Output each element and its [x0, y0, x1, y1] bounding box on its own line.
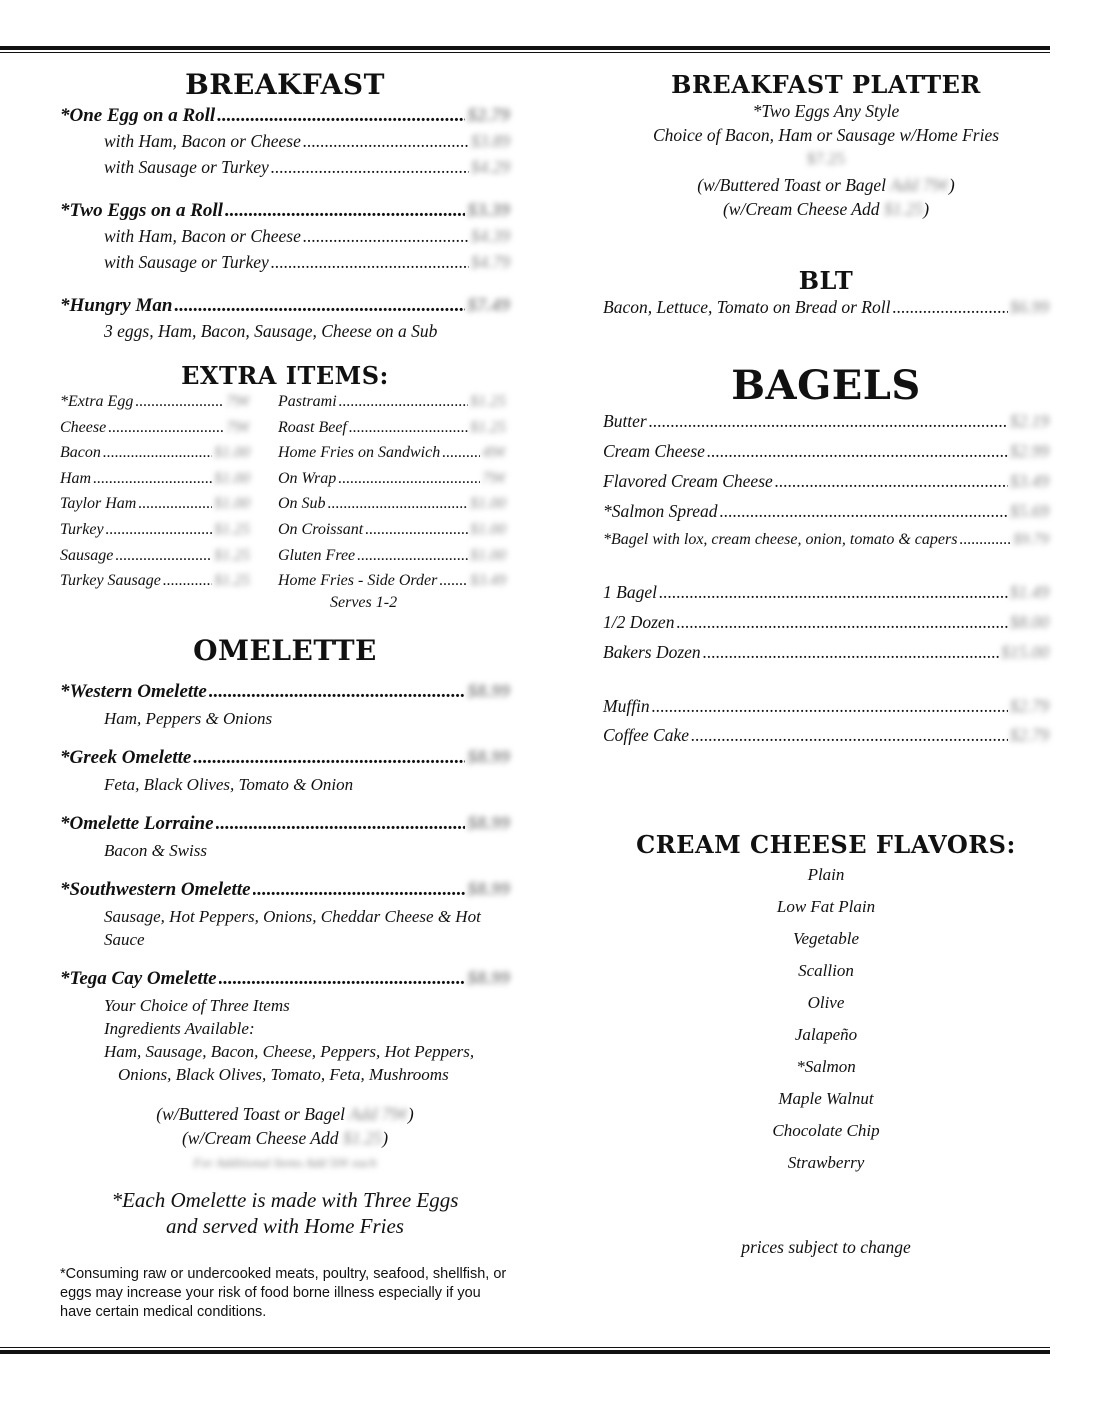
- flavor-item: Jalapeño: [794, 1025, 858, 1044]
- item-price: 79¢: [226, 393, 250, 410]
- item-price: $2.79: [1009, 696, 1049, 716]
- item-price: $8.99: [467, 746, 510, 768]
- dot-leader: [135, 393, 224, 411]
- dot-leader: [174, 295, 465, 317]
- bagel-item: [603, 411, 1049, 441]
- blt-item: Bacon, Lettuce, Tomato on Bread or Roll: [603, 297, 891, 317]
- bagels-group-2: [603, 582, 1049, 672]
- extras-grid: [60, 393, 510, 598]
- item-price: $1.25: [470, 418, 506, 436]
- omelette-list: [60, 681, 510, 1040]
- dot-leader: [271, 157, 469, 178]
- omelette-item: [60, 747, 510, 773]
- flavor-item: Olive: [807, 993, 845, 1012]
- item-name: *Western Omelette: [60, 680, 207, 702]
- dot-leader: [652, 696, 1008, 717]
- toast-close: ): [407, 1103, 414, 1124]
- extra-item: [60, 547, 250, 573]
- dot-leader: [209, 681, 465, 703]
- item-name: Taylor Ham: [60, 495, 137, 513]
- breakfast-subitem: [60, 226, 510, 252]
- blt-title: BLT: [798, 266, 854, 295]
- item-price: $4.79: [470, 252, 510, 272]
- bagel-item: [603, 612, 1049, 642]
- omelette-item: [60, 879, 510, 905]
- item-name: with Ham, Bacon or Cheese: [104, 131, 301, 151]
- item-price: $3.89: [470, 131, 510, 151]
- item-price: $1.00: [470, 546, 506, 564]
- platter-toast-line: [603, 175, 1049, 196]
- lox-price: $9.79: [1013, 531, 1049, 548]
- item-price: $8.99: [467, 967, 510, 989]
- dot-leader: [365, 521, 468, 539]
- cc-price: $1.25: [883, 199, 924, 219]
- item-name: Ham: [60, 469, 92, 487]
- breakfast-item: [60, 105, 510, 131]
- prices-disclaimer: prices subject to change: [741, 1237, 911, 1257]
- item-name: Turkey Sausage: [60, 572, 161, 590]
- item-name: On Sub: [278, 495, 326, 513]
- item-name: 1/2 Dozen: [603, 612, 675, 632]
- bagel-item: [603, 582, 1049, 612]
- toast-close: ): [948, 175, 955, 195]
- dot-leader: [303, 226, 469, 247]
- omelette-item-desc: Your Choice of Three Items: [104, 995, 290, 1015]
- omelette-toast-line: [60, 1104, 510, 1125]
- item-name: Home Fries on Sandwich: [278, 444, 441, 462]
- omelette-note-line-1: *Each Omelette is made with Three Eggs: [111, 1187, 459, 1212]
- dot-leader: [338, 470, 480, 488]
- item-name: Bakers Dozen: [603, 642, 701, 662]
- flavor-item: Low Fat Plain: [776, 897, 876, 916]
- item-price: $1.25: [470, 393, 506, 410]
- bagel-item: [603, 441, 1049, 471]
- flavor-item: Maple Walnut: [778, 1089, 874, 1108]
- omelette-item: [60, 813, 510, 839]
- dot-leader: [93, 470, 212, 488]
- cc-label: (w/Cream Cheese Add: [722, 199, 884, 219]
- flavor-item: *Salmon: [796, 1057, 856, 1076]
- item-price: $2.19: [1009, 411, 1049, 431]
- dot-leader: [707, 441, 1008, 462]
- cc-price: $1.25: [342, 1127, 383, 1148]
- item-price: $8.99: [467, 812, 510, 834]
- flavor-item: Scallion: [798, 961, 854, 980]
- dot-leader: [225, 200, 465, 222]
- dot-leader: [271, 252, 469, 273]
- omelette-note-line-2: and served with Home Fries: [166, 1213, 404, 1238]
- omelette-item-desc: Sausage, Hot Peppers, Onions, Cheddar Cheese & Hot Sauce: [104, 906, 481, 949]
- item-price: $1.25: [214, 572, 250, 590]
- flavor-item: Strawberry: [787, 1153, 865, 1172]
- platter-line-2: Choice of Bacon, Ham or Sausage w/Home Fries: [652, 125, 1000, 145]
- platter-cc-line: [603, 199, 1049, 220]
- item-price: $1.00: [214, 495, 250, 513]
- item-price: 79¢: [482, 469, 506, 487]
- item-name: *Tega Cay Omelette: [60, 967, 217, 989]
- toast-label: (w/Buttered Toast or Bagel: [697, 175, 891, 195]
- item-name: Cream Cheese: [603, 441, 705, 461]
- dot-leader: [253, 879, 466, 901]
- extra-item: [278, 521, 506, 547]
- breakfast-item: [60, 200, 510, 226]
- item-price: $1.00: [470, 495, 506, 513]
- item-name: *Salmon Spread: [603, 501, 718, 521]
- breakfast-item: [60, 295, 510, 321]
- item-name: *Greek Omelette: [60, 746, 192, 768]
- bagel-item: [603, 696, 1049, 725]
- item-price: $4.39: [470, 226, 510, 246]
- dot-leader: [193, 747, 465, 769]
- flavor-item: Vegetable: [792, 929, 860, 948]
- extras-title: EXTRA ITEMS:: [181, 361, 389, 390]
- item-price: $3.49: [1009, 471, 1049, 491]
- extra-item: [278, 495, 506, 521]
- item-name: with Ham, Bacon or Cheese: [104, 226, 301, 246]
- food-safety-warning: *Consuming raw or undercooked meats, poultry, seafood, shellfish, or eggs may increase your risk of food borne illness especially if you have certain medical conditions.: [60, 1265, 507, 1320]
- right-column: [603, 70, 1049, 1258]
- flavor-item: Plain: [807, 865, 845, 884]
- extra-item: [278, 547, 506, 573]
- dot-leader: [339, 393, 468, 411]
- item-price: $8.00: [1009, 612, 1049, 632]
- omelette-note: [60, 1187, 510, 1239]
- item-price: $5.69: [1009, 501, 1049, 521]
- dot-leader: [775, 471, 1008, 492]
- item-name: On Wrap: [278, 469, 337, 487]
- extra-item: [278, 444, 506, 470]
- toast-label: (w/Buttered Toast or Bagel: [156, 1103, 350, 1124]
- bagel-item: [603, 725, 1049, 754]
- extra-item: [278, 393, 506, 419]
- omelette-item-desc: Ham, Peppers & Onions: [104, 708, 273, 728]
- item-name: 1 Bagel: [603, 582, 657, 602]
- dot-leader: [357, 547, 468, 565]
- toast-price: Add 79¢: [890, 175, 949, 195]
- breakfast-title: BREAKFAST: [185, 68, 385, 101]
- dot-leader: [108, 419, 224, 437]
- item-price: $4.29: [470, 157, 510, 177]
- item-price: $8.99: [467, 680, 510, 702]
- item-name: Bacon: [60, 444, 101, 462]
- bagels-title: BAGELS: [731, 362, 921, 409]
- item-price: $15.00: [1000, 642, 1049, 662]
- dot-leader: [659, 582, 1008, 603]
- dot-leader: [163, 572, 212, 590]
- blt-price: $6.99: [1009, 297, 1049, 317]
- item-name: *Two Eggs on a Roll: [60, 200, 223, 221]
- flavor-item: Chocolate Chip: [772, 1121, 880, 1140]
- omelette-item-desc: Ingredients Available:: [104, 1018, 255, 1038]
- dot-leader: [219, 968, 466, 990]
- item-price: $1.00: [470, 520, 506, 538]
- omelette-item: [60, 968, 510, 994]
- dot-leader: [138, 495, 212, 513]
- item-name: Cheese: [60, 418, 107, 436]
- cc-close: ): [923, 199, 930, 219]
- dot-leader: [328, 495, 468, 513]
- item-name: *One Egg on a Roll: [60, 105, 216, 126]
- item-name: with Sausage or Turkey: [104, 252, 269, 272]
- top-rule: [0, 46, 1050, 53]
- bagels-group-1: [603, 411, 1049, 531]
- dot-leader: [959, 531, 1011, 549]
- item-name: On Croissant: [278, 520, 364, 538]
- extra-item: [60, 521, 250, 547]
- item-price: $2.79: [467, 105, 510, 126]
- item-name: *Hungry Man: [60, 295, 173, 316]
- lox-item: *Bagel with lox, cream cheese, onion, tomato & capers: [603, 531, 958, 548]
- item-price: $3.39: [467, 200, 510, 221]
- dot-leader: [892, 297, 1007, 318]
- ingredients-line: Ham, Sausage, Bacon, Cheese, Peppers, Hot Peppers,: [104, 1041, 475, 1061]
- dot-leader: [217, 105, 465, 127]
- item-price: $3.49: [470, 572, 506, 590]
- extra-item: [278, 419, 506, 445]
- item-name: Home Fries - Side Order: [278, 572, 438, 590]
- item-price: $1.49: [1009, 582, 1049, 602]
- item-price: $2.79: [1009, 725, 1049, 745]
- breakfast-subitem: [60, 157, 510, 183]
- breakfast-subitem: [60, 131, 510, 157]
- item-price: $2.99: [1009, 441, 1049, 461]
- item-name: Gluten Free: [278, 546, 356, 564]
- item-name: Coffee Cake: [603, 725, 690, 745]
- item-name: Muffin: [603, 696, 650, 716]
- dot-leader: [103, 444, 212, 462]
- dot-leader: [442, 444, 480, 462]
- omelette-ingredients: [104, 1040, 510, 1086]
- item-price: 79¢: [226, 418, 250, 436]
- dot-leader: [703, 642, 999, 663]
- bagel-item: [603, 501, 1049, 531]
- breakfast-item-desc: 3 eggs, Ham, Bacon, Sausage, Cheese on a Sub: [104, 321, 438, 341]
- platter-title: BREAKFAST PLATTER: [671, 70, 981, 99]
- dot-leader: [439, 572, 468, 590]
- dot-leader: [216, 813, 466, 835]
- omelette-item-desc: Feta, Black Olives, Tomato & Onion: [104, 774, 354, 794]
- item-price: $7.49: [467, 295, 510, 316]
- cc-close: ): [382, 1127, 389, 1148]
- item-name: *Omelette Lorraine: [60, 812, 214, 834]
- platter-line-1: *Two Eggs Any Style: [752, 101, 900, 121]
- item-name: Flavored Cream Cheese: [603, 471, 773, 491]
- cc-label: (w/Cream Cheese Add: [181, 1127, 343, 1148]
- dot-leader: [106, 521, 212, 539]
- extra-item: [278, 470, 506, 496]
- platter-price-wrap: [603, 149, 1049, 169]
- dot-leader: [649, 411, 1008, 432]
- bagel-lox-row: [603, 531, 1049, 560]
- bagel-item: [603, 642, 1049, 672]
- platter-price: $7.25: [806, 149, 846, 168]
- omelette-cc-line: [60, 1128, 510, 1149]
- breakfast-subitem: [60, 252, 510, 278]
- extras-serves: Serves 1-2: [330, 593, 398, 611]
- breakfast-list: [60, 105, 510, 347]
- dot-leader: [676, 612, 1007, 633]
- item-name: Butter: [603, 411, 647, 431]
- item-name: with Sausage or Turkey: [104, 157, 269, 177]
- extra-item: [60, 444, 250, 470]
- dot-leader: [115, 547, 212, 565]
- extra-item: [60, 393, 250, 419]
- dot-leader: [720, 501, 1008, 522]
- extra-item: [60, 495, 250, 521]
- omelette-title: OMELETTE: [193, 633, 377, 667]
- item-name: Sausage: [60, 546, 114, 564]
- flavors-title: CREAM CHEESE FLAVORS:: [636, 830, 1016, 859]
- dot-leader: [303, 131, 469, 152]
- left-column: [60, 68, 510, 1322]
- item-price: $1.25: [214, 520, 250, 538]
- omelette-item-desc: Bacon & Swiss: [104, 840, 207, 860]
- extra-item: [60, 470, 250, 496]
- bagel-item: [603, 471, 1049, 501]
- toast-price: Add 79¢: [349, 1103, 408, 1124]
- item-price: $1.00: [214, 444, 250, 462]
- blt-row: [603, 297, 1049, 318]
- dot-leader: [349, 419, 468, 437]
- item-name: Pastrami: [278, 393, 337, 410]
- item-name: *Southwestern Omelette: [60, 878, 251, 900]
- additional-items-note: For Additional Items Add 50¢ each: [193, 1154, 377, 1170]
- item-price: 49¢: [482, 444, 506, 462]
- item-name: Roast Beef: [278, 418, 347, 436]
- extra-item: [60, 419, 250, 445]
- omelette-item: [60, 681, 510, 707]
- extra-item: [60, 572, 250, 598]
- bottom-rule: [0, 1347, 1050, 1354]
- ingredients-line: Onions, Black Olives, Tomato, Feta, Mushrooms: [118, 1064, 449, 1084]
- bagels-group-3: [603, 696, 1049, 754]
- item-price: $8.99: [467, 878, 510, 900]
- item-name: Turkey: [60, 520, 104, 538]
- flavors-list: [603, 865, 1049, 1185]
- item-price: $1.25: [214, 546, 250, 564]
- dot-leader: [691, 725, 1008, 746]
- item-name: *Extra Egg: [60, 393, 134, 410]
- item-price: $1.00: [214, 469, 250, 487]
